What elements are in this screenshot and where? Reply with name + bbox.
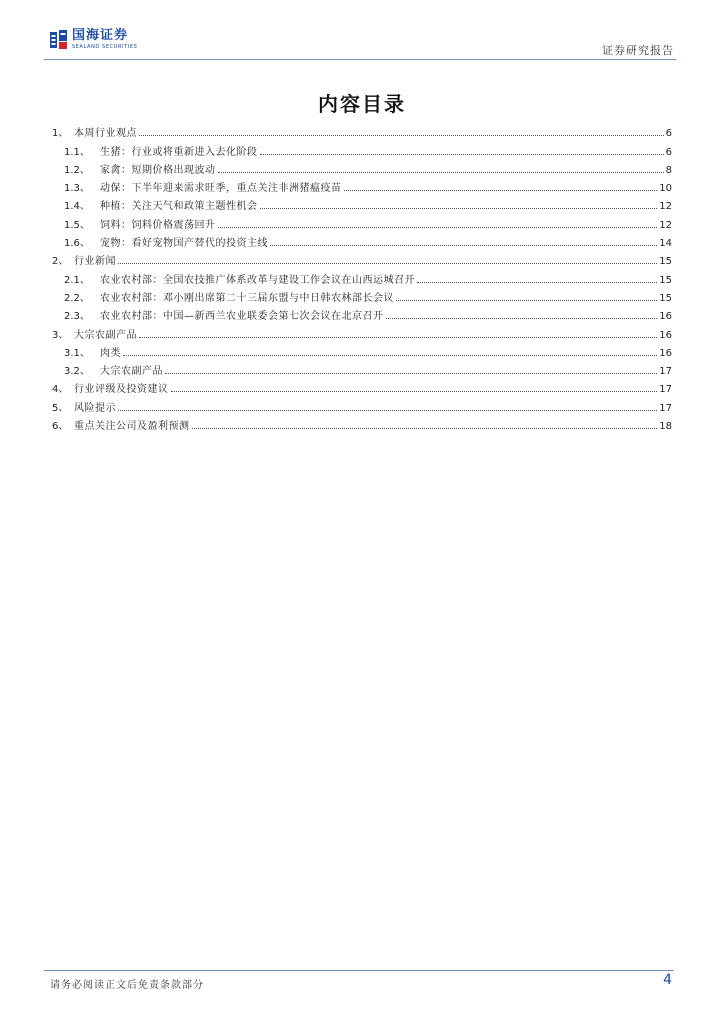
footer-divider [44, 970, 674, 971]
toc-entry-number: 3.2、 [64, 366, 90, 378]
toc-entry-number: 5、 [52, 402, 69, 414]
toc-entry[interactable] [52, 322, 672, 340]
toc-dot-leader [386, 318, 658, 319]
toc-entry-number: 6、 [52, 421, 69, 433]
toc-entry-page: 18 [659, 421, 672, 433]
document-type-label: 证券研究报告 [602, 44, 674, 57]
toc-entry[interactable] [52, 249, 672, 267]
toc-entry-number: 1.4、 [64, 201, 90, 213]
disclaimer-note: 请务必阅读正文后免责条款部分 [50, 980, 204, 991]
toc-entry-page: 15 [659, 256, 672, 268]
toc-entry-title: 肉类 [100, 347, 121, 359]
toc-entry-number: 1.3、 [64, 183, 90, 195]
toc-entry[interactable] [52, 158, 672, 176]
toc-dot-leader [171, 391, 658, 392]
table-of-contents [52, 121, 672, 432]
toc-title: 内容目录 [318, 92, 406, 116]
toc-entry-page: 6 [665, 146, 672, 158]
toc-entry-page: 15 [659, 292, 672, 304]
toc-entry-page: 16 [659, 311, 672, 323]
toc-dot-leader [270, 245, 657, 246]
toc-entry-title: 重点关注公司及盈利预测 [74, 421, 190, 433]
toc-dot-leader [218, 172, 664, 173]
toc-dot-leader [396, 300, 657, 301]
toc-entry-number: 1.6、 [64, 238, 90, 250]
toc-dot-leader [118, 263, 657, 264]
toc-dot-leader [260, 154, 664, 155]
toc-entry-title: 行业新闻 [74, 256, 116, 268]
logo-name-en: SEALAND SECURITIES [72, 44, 138, 50]
toc-entry-page: 8 [665, 164, 672, 176]
toc-entry-number: 4、 [52, 384, 69, 396]
toc-entry-title: 本周行业观点 [74, 128, 137, 140]
logo-name-cn: 国海证券 [72, 28, 129, 43]
toc-entry-page: 15 [659, 274, 672, 286]
toc-dot-leader [165, 373, 657, 374]
toc-entry-number: 2.3、 [64, 311, 90, 323]
page-header [44, 28, 676, 60]
toc-dot-leader [417, 282, 657, 283]
sealand-logo-icon [50, 30, 68, 50]
toc-entry-number: 1.1、 [64, 146, 90, 158]
page-number: 4 [663, 972, 672, 988]
toc-entry[interactable] [52, 267, 672, 285]
toc-entry[interactable] [52, 212, 672, 230]
toc-entry-title: 大宗农副产品 [74, 329, 137, 341]
toc-entry-page: 14 [659, 238, 672, 250]
toc-entry-title: 宠物：看好宠物国产替代的投资主线 [100, 238, 268, 250]
toc-entry-number: 2、 [52, 256, 69, 268]
toc-entry-page: 17 [659, 402, 672, 414]
toc-dot-leader [123, 355, 657, 356]
company-logo [50, 28, 137, 56]
toc-entry-title: 农业农村部：中国—新西兰农业联委会第七次会议在北京召开 [100, 311, 384, 323]
toc-dot-leader [192, 428, 658, 429]
toc-entry-number: 3、 [52, 329, 69, 341]
toc-entry-title: 农业农村部：全国农技推广体系改革与建设工作会议在山西运城召开 [100, 274, 415, 286]
toc-entry-number: 1、 [52, 128, 69, 140]
toc-entry-title: 家禽：短期价格出现波动 [100, 164, 216, 176]
toc-entry[interactable] [52, 139, 672, 157]
toc-entry-title: 饲料：饲料价格震荡回升 [100, 219, 216, 231]
toc-entry-number: 1.2、 [64, 164, 90, 176]
toc-entry-page: 16 [659, 329, 672, 341]
toc-entry-title: 行业评级及投资建议 [74, 384, 169, 396]
toc-dot-leader [260, 208, 658, 209]
toc-entry-title: 动保：下半年迎来需求旺季，重点关注非洲猪瘟疫苗 [100, 183, 342, 195]
toc-entry-page: 16 [659, 347, 672, 359]
toc-entry-number: 2.1、 [64, 274, 90, 286]
toc-entry-page: 17 [659, 366, 672, 378]
toc-entry[interactable] [52, 395, 672, 413]
toc-entry-page: 12 [659, 219, 672, 231]
toc-entry[interactable] [52, 194, 672, 212]
toc-entry-title: 大宗农副产品 [100, 366, 163, 378]
toc-entry-number: 1.5、 [64, 219, 90, 231]
toc-entry-page: 12 [659, 201, 672, 213]
toc-entry[interactable] [52, 286, 672, 304]
toc-entry-page: 10 [659, 183, 672, 195]
toc-dot-leader [139, 337, 657, 338]
toc-entry[interactable] [52, 414, 672, 432]
toc-entry[interactable] [52, 341, 672, 359]
header-divider [44, 59, 676, 60]
toc-entry[interactable] [52, 176, 672, 194]
toc-entry[interactable] [52, 304, 672, 322]
toc-entry-page: 17 [659, 384, 672, 396]
toc-entry-number: 2.2、 [64, 292, 90, 304]
toc-entry-number: 3.1、 [64, 347, 90, 359]
toc-entry-page: 6 [665, 128, 672, 140]
toc-entry-title: 农业农村部：邓小刚出席第二十三届东盟与中日韩农林部长会议 [100, 292, 394, 304]
toc-entry-title: 风险提示 [74, 402, 116, 414]
toc-dot-leader [344, 190, 658, 191]
toc-entry-title: 生猪：行业或将重新进入去化阶段 [100, 146, 258, 158]
toc-dot-leader [218, 227, 658, 228]
toc-entry[interactable] [52, 359, 672, 377]
toc-entry[interactable] [52, 231, 672, 249]
toc-entry[interactable] [52, 121, 672, 139]
toc-entry-title: 种植：关注天气和政策主题性机会 [100, 201, 258, 213]
toc-dot-leader [118, 410, 657, 411]
toc-entry[interactable] [52, 377, 672, 395]
toc-dot-leader [139, 135, 664, 136]
